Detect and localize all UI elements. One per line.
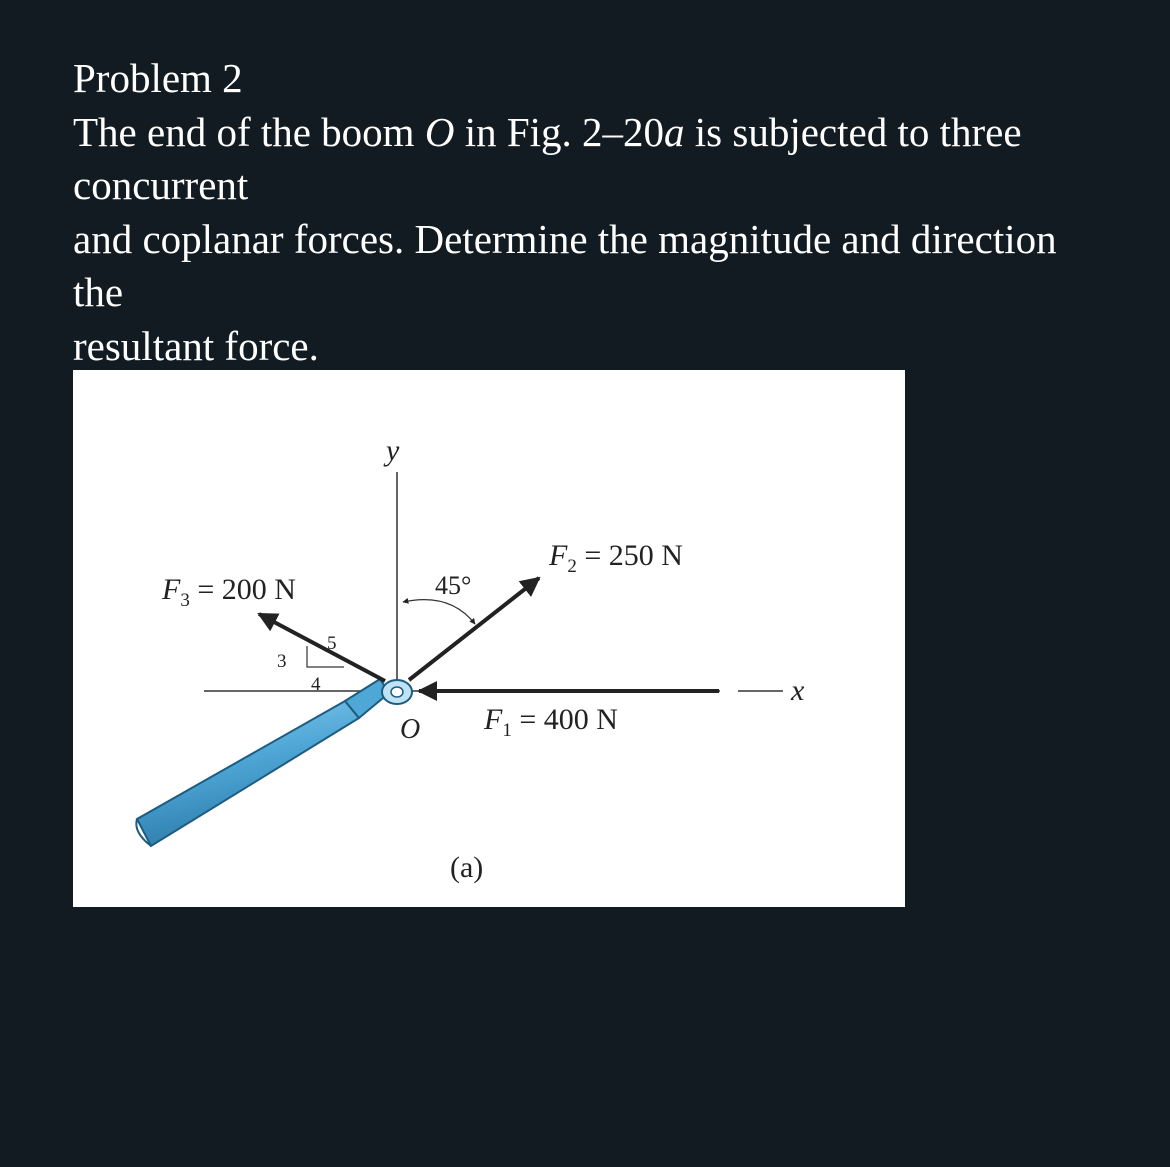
problem-statement	[73, 52, 1170, 373]
figure-panel	[73, 370, 905, 907]
slope-hyp-label: 5	[327, 633, 337, 654]
problem-line-2: concurrent	[73, 162, 249, 208]
problem-line-4: the	[73, 269, 124, 315]
force-f3-label: $F_3 = 200$ N	[162, 573, 296, 611]
y-axis-label: y	[386, 434, 400, 467]
origin-label: O	[400, 714, 421, 745]
slope-run-label: 4	[311, 674, 321, 695]
angle-arc	[403, 600, 475, 624]
force-f1-label: $F_1 = 400$ N	[484, 703, 618, 741]
x-axis-label: x	[791, 674, 805, 707]
force-f2-label: $F_2 = 250$ N	[549, 539, 683, 577]
force-f2-arrow	[409, 578, 539, 680]
force-diagram	[73, 370, 905, 907]
boom	[136, 679, 412, 846]
problem-line-3: and coplanar forces. Determine the magnitude and direction	[73, 215, 1057, 262]
angle-label: 45°	[435, 571, 472, 600]
problem-line-1: The end of the boom O in Fig. 2–20a is subjected to three	[73, 108, 1022, 155]
problem-line-5: resultant force.	[73, 322, 319, 369]
problem-title: Problem 2	[73, 55, 243, 101]
slope-rise-label: 3	[277, 651, 287, 672]
figure-caption: (a)	[450, 851, 484, 884]
